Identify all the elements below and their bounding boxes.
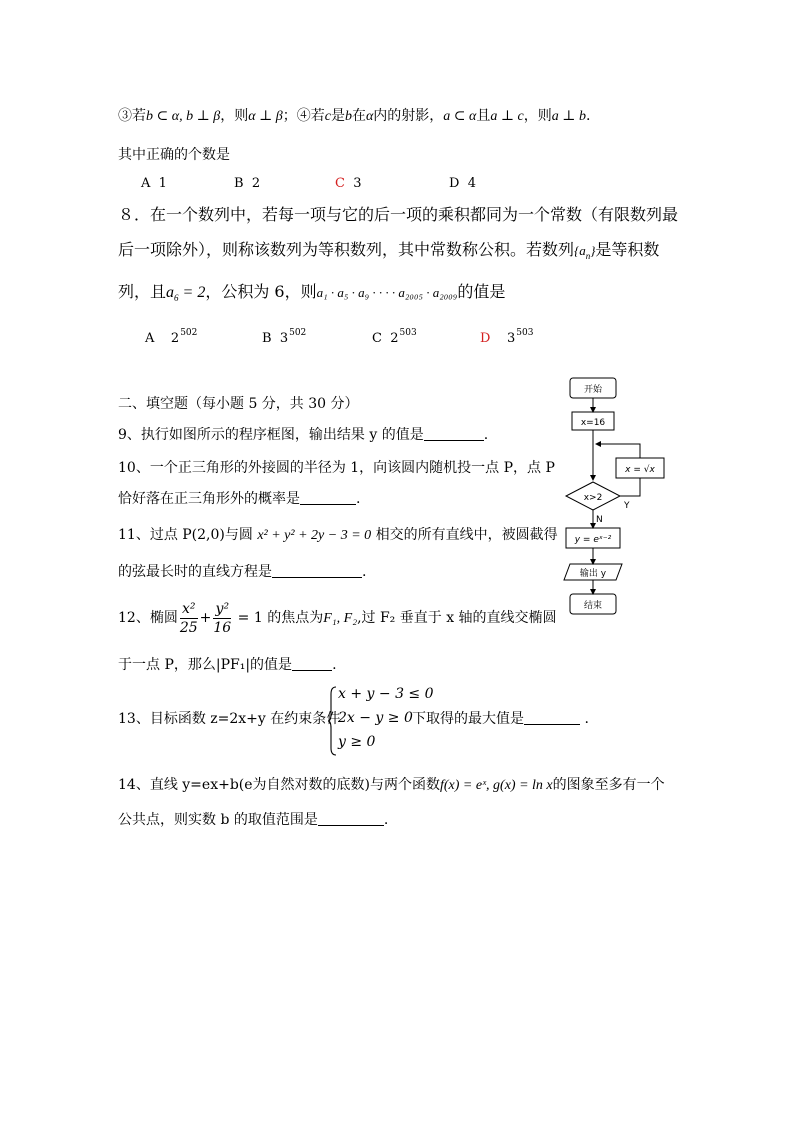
q14-line-2: 公共点，则实数 b 的取值范围是 . bbox=[118, 812, 389, 828]
flow-yes-branch bbox=[620, 478, 640, 496]
option-value: 4 bbox=[467, 176, 476, 191]
a6-value: = 2 bbox=[178, 284, 206, 301]
q12-line-2: 于一点 P，那么|PF₁|的值是 . bbox=[118, 657, 337, 673]
flow-assign-label: y = eˣ⁻² bbox=[574, 535, 612, 545]
option-base: 2 bbox=[170, 331, 180, 346]
q8-line-1: ８．在一个数列中，若每一项与它的后一项的乘积都同为一个常数（有限数列最 bbox=[118, 205, 679, 224]
q8-sequence bbox=[574, 243, 596, 261]
q8-option-d bbox=[480, 328, 533, 346]
q12-fraction-y bbox=[213, 600, 231, 637]
flow-loop-back bbox=[596, 444, 640, 458]
q14-text: 的图象至多有一个 bbox=[552, 777, 665, 793]
fraction-numerator: x² bbox=[180, 600, 198, 619]
constraint-1: x + y − 3 ≤ 0 bbox=[338, 686, 434, 702]
option-letter: D bbox=[449, 176, 460, 191]
option-value: 1 bbox=[158, 176, 167, 191]
brace-icon bbox=[328, 686, 338, 756]
q7-text: ；④若 bbox=[282, 108, 325, 124]
q14-functions: f(x) = eˣ, g(x) = ln x bbox=[440, 778, 553, 793]
q7-math: b bbox=[344, 109, 352, 124]
q8-a6 bbox=[166, 284, 205, 301]
q11-answer-blank[interactable] bbox=[272, 563, 362, 578]
q7-count-line: 其中正确的个数是 bbox=[118, 147, 230, 163]
flow-update-label: x = √x bbox=[625, 465, 655, 475]
q13-text: 13、目标函数 z=2x+y 在约束条件 bbox=[118, 711, 341, 727]
q11-line-1 bbox=[118, 525, 558, 546]
q12-text: 于一点 P，那么|PF₁|的值是 bbox=[118, 657, 293, 673]
q7-text: ，则 bbox=[523, 108, 552, 124]
q7-text: ，则 bbox=[220, 108, 249, 124]
q8-line-3 bbox=[118, 282, 505, 308]
q14-line-1 bbox=[118, 775, 665, 796]
q7-math: b ⊂ α, b ⊥ β bbox=[146, 109, 221, 124]
q11-text: 相交的所有直线中，被圆截得 bbox=[375, 527, 558, 543]
option-base: 3 bbox=[506, 331, 516, 346]
q10-text: 恰好落在正三角形外的概率是 bbox=[118, 491, 300, 507]
q7-statement-3-4 bbox=[118, 106, 590, 127]
option-base: 3 bbox=[279, 331, 289, 346]
q13-text: 下取得的最大值是 bbox=[412, 711, 524, 727]
q7-math: a ⊥ b bbox=[551, 109, 586, 124]
q14-text: 公共点，则实数 b 的取值范围是 bbox=[118, 812, 318, 828]
q8-line-2 bbox=[118, 240, 659, 266]
flow-end-label: 结束 bbox=[583, 601, 603, 611]
option-exponent: 502 bbox=[289, 328, 307, 338]
option-letter: A bbox=[145, 331, 155, 346]
option-value: 3 bbox=[353, 176, 362, 191]
q10-line-2: 恰好落在正三角形外的概率是 . bbox=[118, 491, 361, 507]
q8-option-b bbox=[262, 328, 306, 346]
q7-text: 内的射影， bbox=[373, 108, 444, 124]
q7-text: 且 bbox=[476, 108, 491, 124]
flow-init-label: x=16 bbox=[580, 418, 606, 428]
option-letter: C bbox=[372, 331, 382, 346]
q7-text: 是 bbox=[330, 108, 345, 124]
q14-answer-blank[interactable] bbox=[318, 811, 384, 826]
flow-condition-label: x>2 bbox=[583, 493, 603, 503]
q7-option-a bbox=[141, 176, 167, 191]
q8-option-a bbox=[145, 328, 197, 346]
q11-circle-equation: x² + y² + 2y − 3 = 0 bbox=[257, 528, 372, 543]
q7-option-c bbox=[335, 176, 362, 191]
q7-text: . bbox=[585, 108, 591, 124]
q7-math: a ⊥ c bbox=[490, 109, 524, 124]
option-exponent: 502 bbox=[180, 328, 198, 338]
q13-line bbox=[118, 709, 340, 729]
option-letter: B bbox=[234, 176, 244, 191]
q11-text: 11、过点 P(2,0)与圆 bbox=[118, 527, 253, 543]
flow-yes-label: Y bbox=[624, 501, 630, 511]
option-letter: A bbox=[141, 176, 151, 191]
q12-line-1 bbox=[118, 598, 557, 638]
seq-symbol: {a bbox=[574, 243, 586, 258]
q12-fraction-x bbox=[180, 600, 198, 637]
q7-math: c bbox=[324, 109, 331, 124]
program-flowchart bbox=[554, 372, 694, 622]
option-exponent: 503 bbox=[516, 328, 534, 338]
q12-foci: F₁, F₂ bbox=[323, 611, 358, 626]
q10-line-1: 10、一个正三角形的外接圆的半径为 1，向该圆内随机投一点 P，点 P bbox=[118, 460, 555, 476]
q12-text: = 1 的焦点为 bbox=[233, 610, 324, 626]
q12-answer-blank[interactable] bbox=[292, 656, 332, 671]
q13-line-end: 下取得的最大值是 . bbox=[412, 711, 589, 727]
a6-symbol: a bbox=[166, 284, 175, 301]
q12-text: ,过 F₂ 垂直于 x 轴的直线交椭圆 bbox=[357, 610, 557, 626]
fraction-denominator: 16 bbox=[213, 619, 232, 636]
q7-option-b bbox=[234, 176, 260, 191]
q8-text: 的值是 bbox=[457, 282, 506, 301]
q7-text: ③若 bbox=[118, 108, 146, 124]
seq-close: } bbox=[590, 243, 596, 258]
option-exponent: 503 bbox=[399, 328, 417, 338]
option-letter: D bbox=[480, 331, 491, 346]
q8-text: 后一项除外），则称该数列为等积数列，其中常数称公积。若数列 bbox=[118, 240, 575, 259]
q7-math: a ⊂ α bbox=[443, 109, 477, 124]
q10-answer-blank[interactable] bbox=[300, 490, 356, 505]
a6-subscript: 6 bbox=[174, 293, 179, 303]
option-base: 2 bbox=[390, 331, 399, 346]
flow-start-label: 开始 bbox=[583, 385, 603, 395]
q11-text: 的弦最长时的直线方程是 bbox=[118, 564, 272, 580]
option-letter: B bbox=[262, 331, 272, 346]
fraction-denominator: 25 bbox=[179, 619, 198, 636]
q7-math: α ⊥ β bbox=[248, 109, 283, 124]
q14-text: 14、直线 y=ex+b(e为自然对数的底数)与两个函数 bbox=[118, 777, 440, 793]
option-letter: C bbox=[335, 176, 345, 191]
constraint-3: y ≥ 0 bbox=[338, 734, 376, 750]
fraction-numerator: y² bbox=[213, 600, 231, 619]
q9-text: 9、执行如图所示的程序框图，输出结果 y 的值是 bbox=[118, 427, 424, 443]
q9-answer-blank[interactable] bbox=[424, 426, 484, 441]
q7-text: 在 bbox=[351, 108, 366, 124]
q7-math: α bbox=[365, 109, 374, 124]
constraint-2: 2x − y ≥ 0 bbox=[338, 710, 413, 726]
q7-option-d bbox=[449, 176, 476, 191]
q13-answer-blank[interactable] bbox=[524, 710, 580, 725]
q8-text: ，公积为 6，则 bbox=[205, 282, 317, 301]
q12-text: 12、椭圆 bbox=[118, 610, 178, 626]
flow-no-label: N bbox=[596, 515, 603, 525]
q8-option-c bbox=[372, 328, 417, 346]
q8-text: 列，且 bbox=[118, 282, 167, 301]
q8-product: a₁ · a₅ · a₉ · · · · a₂₀₀₅ · a₂₀₀₉ bbox=[316, 285, 458, 300]
q12-plus: + bbox=[199, 610, 212, 626]
flow-output-label: 输出 y bbox=[579, 569, 607, 579]
option-value: 2 bbox=[251, 176, 261, 191]
section-2-title: 二、填空题（每小题 5 分，共 30 分） bbox=[118, 396, 359, 412]
q11-line-2: 的弦最长时的直线方程是 . bbox=[118, 564, 367, 580]
q8-text: 是等积数 bbox=[595, 240, 660, 259]
seq-subscript: n bbox=[585, 251, 591, 261]
q9-line: 9、执行如图所示的程序框图，输出结果 y 的值是 . bbox=[118, 427, 489, 443]
